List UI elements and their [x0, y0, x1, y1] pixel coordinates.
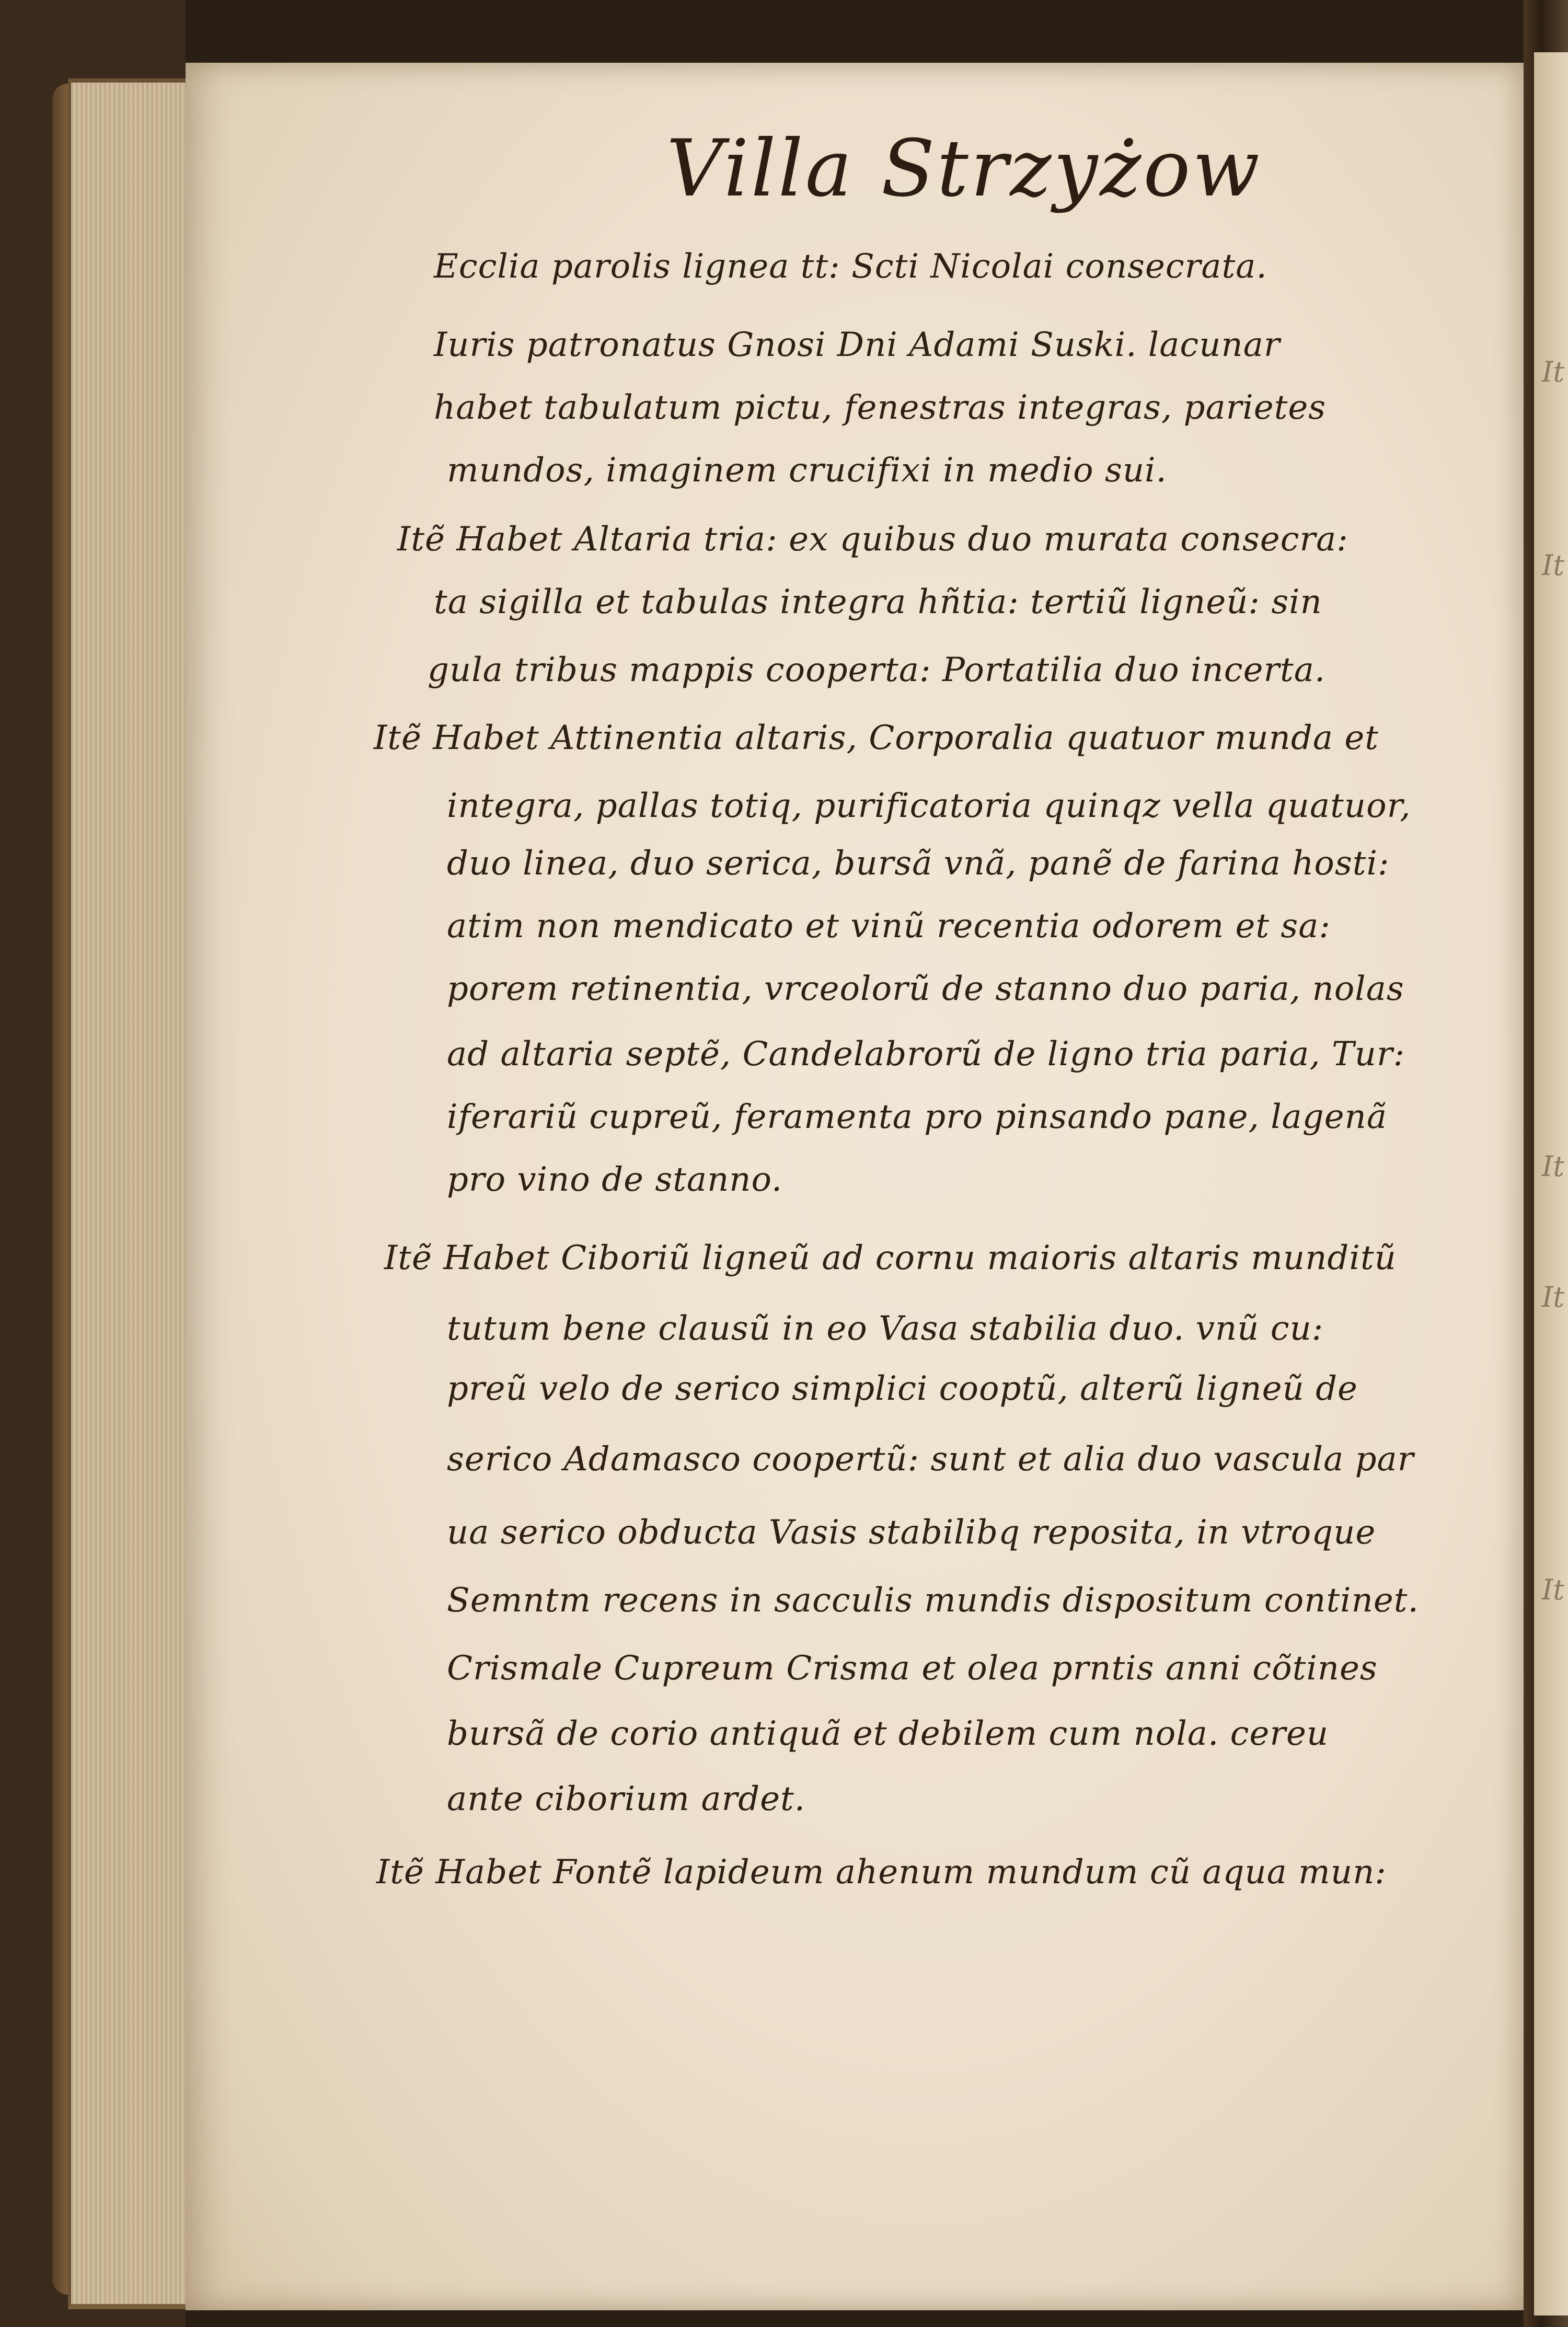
text-line: preũ velo de serico simplici cooptũ, alterũ ligneũ de: [447, 1369, 1358, 1408]
margin-mark: It: [1542, 355, 1565, 388]
text-line: Crismale Cupreum Crisma et olea prntis anni cõtines: [447, 1649, 1378, 1688]
text-line: ua serico obducta Vasis stabilibq reposita, in vtroque: [447, 1513, 1376, 1552]
text-line: porem retinentia, vrceolorũ de stanno duo paria, nolas: [447, 970, 1404, 1008]
text-line: Itẽ Habet Altaria tria: ex quibus duo murata consecra:: [397, 520, 1348, 559]
text-line: tutum bene clausũ in eo Vasa stabilia duo. vnũ cu:: [447, 1309, 1324, 1348]
text-line: habet tabulatum pictu, fenestras integras, parietes: [434, 388, 1327, 427]
text-line: bursã de corio antiquã et debilem cum nola. cereu: [447, 1714, 1329, 1753]
next-page-sliver: [1534, 52, 1568, 2316]
text-line: Itẽ Habet Ciboriũ ligneũ ad cornu maioris altaris munditũ: [384, 1239, 1397, 1277]
text-line: duo linea, duo serica, bursã vnã, panẽ de farina hosti:: [447, 844, 1390, 883]
text-line: integra, pallas totiq, purificatoria quinqz vella quatuor,: [447, 787, 1411, 825]
margin-mark: It: [1542, 1281, 1565, 1314]
margin-mark: It: [1542, 549, 1565, 582]
text-line: ta sigilla et tabulas integra hñtia: tertiũ ligneũ: sin: [434, 583, 1322, 621]
text-line: mundos, imaginem crucifixi in medio sui.: [447, 451, 1167, 490]
text-line: ad altaria septẽ, Candelabrorũ de ligno tria paria, Tur:: [447, 1035, 1405, 1074]
text-line: Iuris patronatus Gnosi Dni Adami Suski. lacunar: [434, 326, 1281, 364]
text-line: ante ciborium ardet.: [447, 1780, 806, 1818]
text-line: Itẽ Habet Attinentia altaris, Corporalia quatuor munda et: [374, 719, 1379, 757]
text-line: Itẽ Habet Fontẽ lapideum ahenum mundum cũ aqua mun:: [376, 1853, 1387, 1892]
text-line: Semntm recens in sacculis mundis dispositum continet.: [447, 1581, 1419, 1620]
margin-mark: It: [1542, 1573, 1565, 1606]
margin-mark: It: [1542, 1150, 1565, 1183]
text-line: atim non mendicato et vinũ recentia odorem et sa:: [447, 907, 1331, 946]
text-line: gula tribus mappis cooperta: Portatilia duo incerta.: [428, 651, 1326, 689]
page-stack-edge: [68, 78, 191, 2309]
page-title: Villa Strzyżow: [666, 123, 1262, 214]
text-line: Ecclia parolis lignea tt: Scti Nicolai consecrata.: [434, 247, 1267, 286]
text-line: pro vino de stanno.: [447, 1160, 783, 1199]
text-line: serico Adamasco coopertũ: sunt et alia duo vascula par: [447, 1440, 1414, 1479]
text-line: iferariũ cupreũ, feramenta pro pinsando pane, lagenã: [447, 1098, 1388, 1136]
